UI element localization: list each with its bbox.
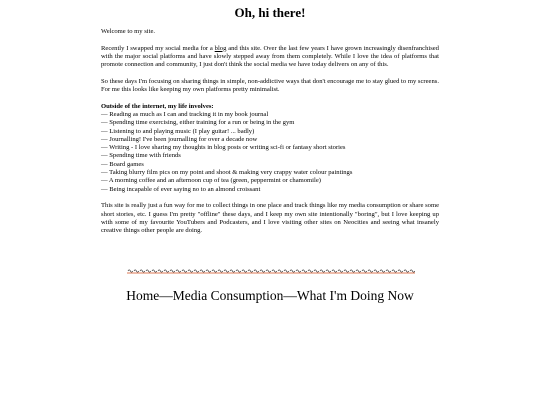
divider-squiggle [344, 270, 349, 272]
divider-squiggle [302, 270, 307, 272]
list-item: — Reading as much as I can and tracking it in my book journal [101, 110, 269, 118]
nav-link-what-im-doing-now[interactable]: What I'm Doing Now [296, 288, 414, 303]
divider-squiggle [260, 270, 265, 272]
divider-squiggle [290, 270, 295, 272]
intro-text-after-link: and this site. Over the last few years I have grown increasingly disenfranchised with the major social platforms and have slowly stepped away from them completely. While I love the idea of platforms that promote connection and community, I just don't think the social media we have today delivers on any of this. [101, 44, 439, 69]
nav-separator: — [283, 288, 297, 303]
list-item: — Journalling! I've been journalling for over a decade now [101, 135, 258, 143]
divider-squiggle [308, 270, 313, 272]
list-item: — Spending time exercising, either training for a run or being in the gym [101, 119, 295, 127]
divider-squiggle [404, 270, 409, 272]
divider-squiggle [332, 270, 337, 272]
divider-squiggle [284, 270, 289, 272]
divider-squiggle [320, 270, 325, 272]
divider-squiggle [386, 270, 391, 272]
activities-list [101, 111, 439, 194]
divider-squiggle [128, 270, 133, 272]
divider-squiggle [146, 270, 151, 272]
intro-paragraph-1 [101, 45, 439, 70]
list-item: — Spending time with friends [101, 152, 181, 160]
divider-squiggle [296, 270, 301, 272]
divider-squiggle [206, 270, 211, 272]
divider-squiggle [368, 270, 373, 272]
divider-squiggle [314, 270, 319, 272]
decorative-divider [127, 268, 415, 274]
list-item: — Writing - I love sharing my thoughts in blog posts or writing sci-fi or fantasy short stories [101, 144, 346, 152]
divider-squiggle [278, 270, 283, 272]
divider-squiggle [212, 270, 217, 272]
divider-squiggle [362, 270, 367, 272]
welcome-text: Welcome to my site. [101, 28, 156, 35]
divider-squiggle [350, 270, 355, 272]
divider-squiggle [254, 270, 259, 272]
intro-text-before-link: Recently I swapped my social media for a [101, 44, 215, 52]
list-item: — Being incapable of ever saying no to an almond croissant [101, 185, 261, 193]
site-navigation [0, 288, 540, 304]
main-content [101, 28, 439, 244]
divider-squiggle [218, 270, 223, 272]
divider-squiggle [398, 270, 403, 272]
divider-squiggle [272, 270, 277, 272]
divider-squiggle [194, 270, 199, 272]
activities-heading: Outside of the internet, my life involves: [101, 102, 214, 110]
list-item: — Board games [101, 160, 144, 168]
divider-squiggle [200, 270, 205, 272]
divider-squiggle [152, 270, 157, 272]
divider-squiggle [158, 270, 163, 272]
nav-link-media-consumption[interactable]: Media Consumption [172, 288, 284, 303]
divider-squiggle [410, 270, 415, 272]
divider-squiggle [338, 270, 343, 272]
nav-link-home[interactable]: Home [126, 288, 160, 303]
divider-squiggle [164, 270, 169, 272]
divider-squiggle [248, 270, 253, 272]
divider-squiggle [182, 270, 187, 272]
divider-squiggle [188, 270, 193, 272]
nav-separator: — [159, 288, 173, 303]
divider-squiggle [236, 270, 241, 272]
divider-squiggle [176, 270, 181, 272]
page-title: Oh, hi there! [234, 5, 306, 20]
closing-paragraph: This site is really just a fun way for me to collect things in one place and track things like my media consumption or share some short stories, etc. I guess I'm pretty "offline" these days, and I keep my own site intentionally "boring", but I love keeping up with some of my favourite YouTubers and Podcasters, and I love visiting other sites on Neocities and seeing what insanely creative things other people are doing. [101, 202, 439, 235]
divider-squiggle [242, 270, 247, 272]
divider-squiggle [140, 270, 145, 272]
list-item: — A morning coffee and an afternoon cup of tea (green, peppermint or chamomile) [101, 177, 321, 185]
blog-link[interactable]: blog [214, 44, 227, 52]
divider-squiggle [230, 270, 235, 272]
divider-squiggle [380, 270, 385, 272]
divider-squiggle [392, 270, 397, 272]
intro-paragraph-2: So these days I'm focusing on sharing things in simple, non-addictive ways that don't encourage me to stay glued to my screens. For me this looks like keeping my own platforms pretty minimalist. [101, 77, 439, 94]
divider-pattern [128, 270, 415, 272]
divider-squiggle [170, 270, 175, 272]
list-item: — Taking blurry film pics on my point and shoot & making very crappy water colour paintings [101, 169, 353, 177]
divider-squiggle [224, 270, 229, 272]
divider-squiggle [356, 270, 361, 272]
divider-squiggle [266, 270, 271, 272]
divider-squiggle [326, 270, 331, 272]
divider-squiggle [374, 270, 379, 272]
divider-squiggle [134, 270, 139, 272]
list-item: — Listening to and playing music (I play guitar! ... badly) [101, 127, 255, 135]
